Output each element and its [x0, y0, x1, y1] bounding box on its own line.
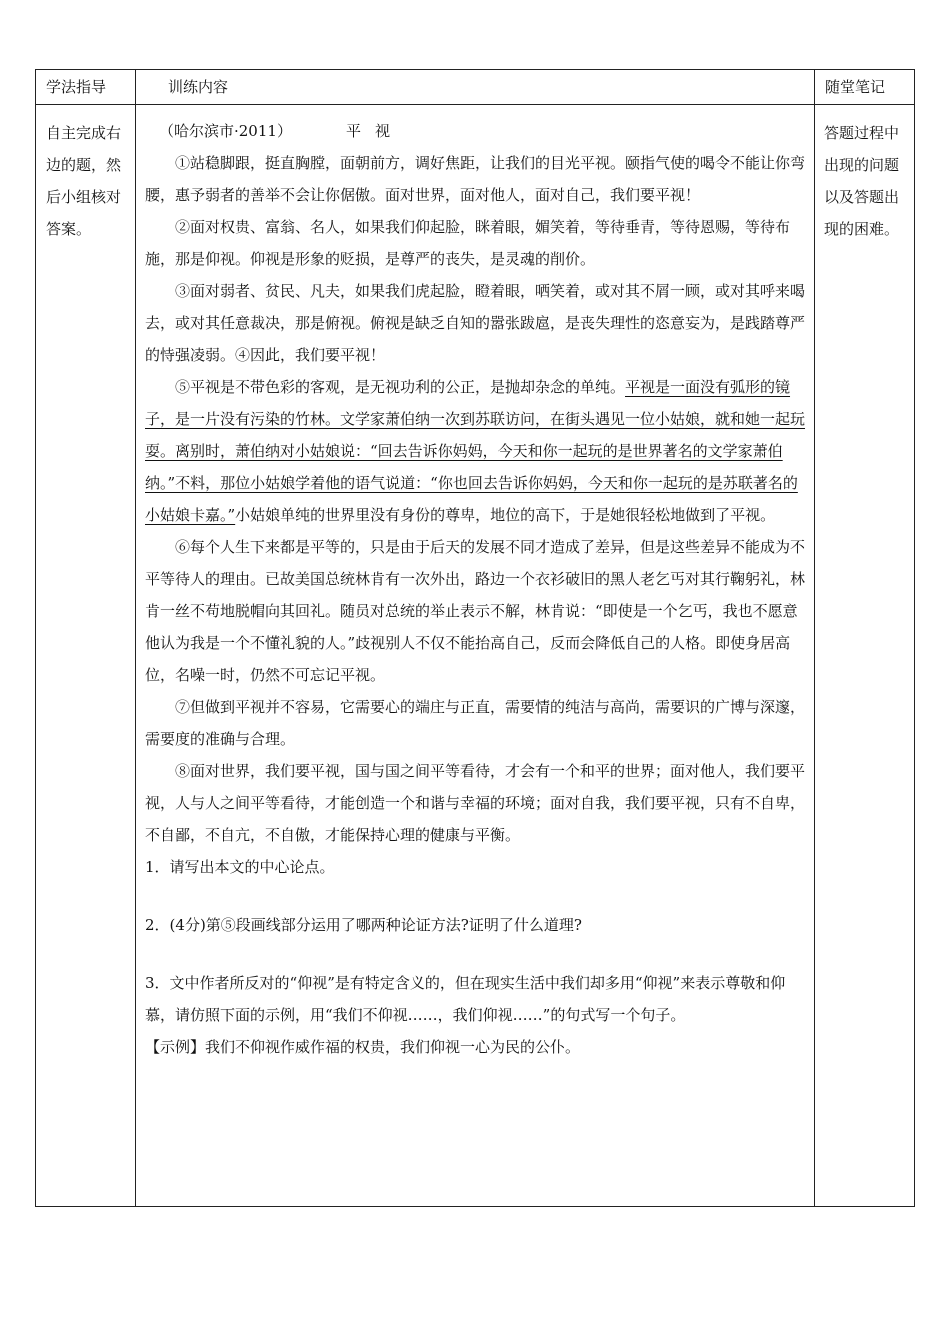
header-divider — [36, 104, 914, 105]
article-source: （哈尔滨市·2011） — [159, 122, 292, 140]
worksheet-table — [35, 69, 915, 1207]
article-heading — [145, 115, 805, 147]
question-2: 2．(4分)第⑤段画线部分运用了哪两种论证方法?证明了什么道理? — [145, 916, 582, 934]
paragraph-5-underlined: 平视是一面没有弧形的镜子，是一片没有污染的竹林。文学家萧伯纳一次到苏联访问，在街头遇见一位小姑娘，就和她一起玩耍。离别时，萧伯纳对小姑娘说：“回去告诉你妈妈，今天和你一起玩的是世界著名的文学家萧伯纳。”不料，那位小姑娘学着他的语气说道：“你也回去告诉你妈妈，今天和你一起玩的是苏联著名的小姑娘卡嘉。” — [145, 378, 806, 524]
answer-space[interactable] — [145, 883, 805, 909]
paragraph-5-tail: 小姑娘单纯的世界里没有身份的尊卑，地位的高下，于是她很轻松地做到了平视。 — [235, 506, 776, 524]
paragraph-7: ⑦但做到平视并不容易，它需要心的端庄与正直，需要情的纯洁与高尚，需要识的广博与深邃，需要度的准确与合理。 — [145, 698, 806, 748]
answer-space[interactable] — [145, 941, 805, 967]
article-title: 平视 — [345, 122, 404, 140]
header-class-notes: 随堂笔记 — [825, 78, 886, 96]
study-method-text: 自主完成右边的题，然后小组核对答案。 — [46, 124, 122, 238]
class-notes-text: 答题过程中出现的问题以及答题出现的困难。 — [824, 124, 900, 238]
header-training-content: 训练内容 — [168, 78, 229, 96]
question-3-example: 【示例】我们不仰视作威作福的权贵，我们仰视一心为民的公仆。 — [145, 1038, 581, 1056]
paragraph-2: ②面对权贵、富翁、名人，如果我们仰起脸，眯着眼，媚笑着，等待垂青，等待恩赐，等待布施，那是仰视。仰视是形象的贬损，是尊严的丧失，是灵魂的削价。 — [145, 218, 791, 268]
question-3: 3．文中作者所反对的“仰视”是有特定含义的，但在现实生活中我们却多用“仰视”来表示尊敬和仰慕，请仿照下面的示例，用“我们不仰视……，我们仰视……”的句式写一个句子。 — [145, 974, 786, 1024]
paragraph-5 — [145, 371, 805, 531]
training-content — [145, 115, 805, 1063]
column-divider — [135, 70, 136, 1206]
paragraph-6: ⑥每个人生下来都是平等的，只是由于后天的发展不同才造成了差异，但是这些差异不能成为不平等待人的理由。已故美国总统林肯有一次外出，路边一个衣衫破旧的黑人老乞丐对其行鞠躬礼，林肯一丝不苟地脱帽向其回礼。随员对总统的举止表示不解，林肯说：“即使是一个乞丐，我也不愿意他认为我是一个不懂礼貌的人。”歧视别人不仅不能抬高自己，反而会降低自己的人格。即使身居高位，名噪一时，仍然不可忘记平视。 — [145, 538, 806, 684]
paragraph-8: ⑧面对世界，我们要平视，国与国之间平等看待，才会有一个和平的世界；面对他人，我们要平视，人与人之间平等看待，才能创造一个和谐与幸福的环境；面对自我，我们要平视，只有不自卑，不自鄙，不自亢，不自傲，才能保持心理的健康与平衡。 — [145, 762, 806, 844]
column-divider — [814, 70, 815, 1206]
paragraph-3: ③面对弱者、贫民、凡夫，如果我们虎起脸，瞪着眼，哂笑着，或对其不屑一顾，或对其呼来喝去，或对其任意裁决，那是俯视。俯视是缺乏自知的嚣张跋扈，是丧失理性的恣意妄为，是践踏尊严的恃强凌弱。④因此，我们要平视！ — [145, 282, 806, 364]
question-1: 1．请写出本文的中心论点。 — [145, 858, 335, 876]
paragraph-1: ①站稳脚跟，挺直胸膛，面朝前方，调好焦距，让我们的目光平视。颐指气使的喝令不能让你弯腰，惠予弱者的善举不会让你倨傲。面对世界，面对他人，面对自己，我们要平视！ — [145, 154, 806, 204]
header-study-method: 学法指导 — [46, 78, 107, 96]
paragraph-5-intro: ⑤平视是不带色彩的客观，是无视功利的公正，是抛却杂念的单纯。 — [175, 378, 626, 396]
